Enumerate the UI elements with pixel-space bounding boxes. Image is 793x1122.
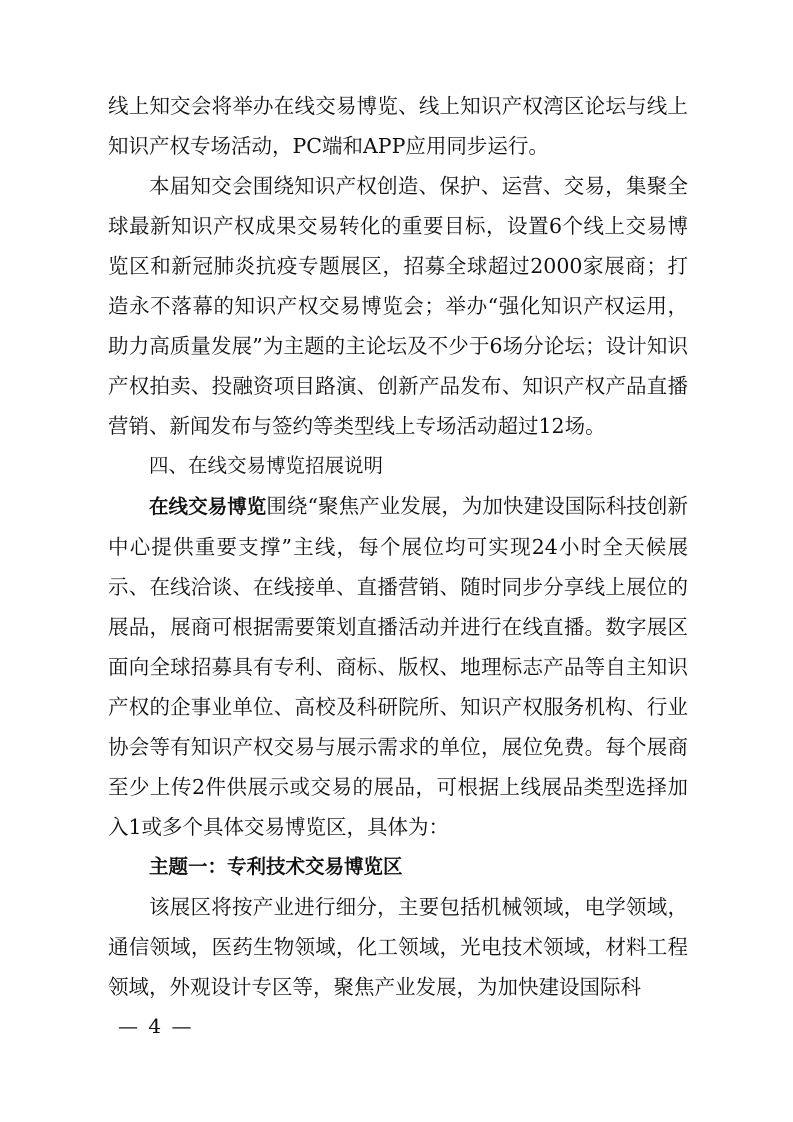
page-number: — 4 — <box>118 1014 194 1038</box>
theme-heading: 主题一：专利技术交易博览区 <box>149 855 403 878</box>
paragraph-expo-description <box>108 486 688 847</box>
paragraph-lead-term: 在线交易博览 <box>149 495 267 518</box>
paragraph-overview: 本届知交会围绕知识产权创造、保护、运营、交易，集聚全球最新知识产权成果交易转化的重要目标，设置6个线上交易博览区和新冠肺炎抗疫专题展区，招募全球超过2000家展商；打造永不落幕的知识产权交易博览会；举办“强化知识产权运用，助力高质量发展”为主题的主论坛及不少于6场分论坛；设计知识产权拍卖、投融资项目路演、创新产品发布、知识产权产品直播营销、新闻发布与签约等类型线上专场活动超过12场。 <box>108 174 688 438</box>
paragraph-intro: 线上知交会将举办在线交易博览、线上知识产权湾区论坛与线上知识产权专场活动，PC端和APP应用同步运行。 <box>108 94 688 158</box>
paragraph-theme-description: 该展区将按产业进行细分，主要包括机械领域，电学领域，通信领域，医药生物领域，化工领域，光电技术领域，材料工程领域，外观设计专区等，聚焦产业发展，为加快建设国际科 <box>108 895 688 999</box>
paragraph-expo-body: 围绕“聚焦产业发展，为加快建设国际科技创新中心提供重要支撑”主线，每个展位均可实现24小时全天候展示、在线洽谈、在线接单、直播营销、随时同步分享线上展位的展品，展商可根据需要策划直播活动并进行在线直播。数字展区面向全球招募具有专利、商标、版权、地理标志产品等自主知识产权的企事业单位、高校及科研院所、知识产权服务机构、行业协会等有知识产权交易与展示需求的单位，展位免费。每个展商至少上传2件供展示或交易的展品，可根据上线展品类型选择加入1或多个具体交易博览区，具体为： <box>108 494 688 839</box>
section-heading: 四、在线交易博览招展说明 <box>149 454 384 477</box>
body-text <box>108 86 688 1007</box>
